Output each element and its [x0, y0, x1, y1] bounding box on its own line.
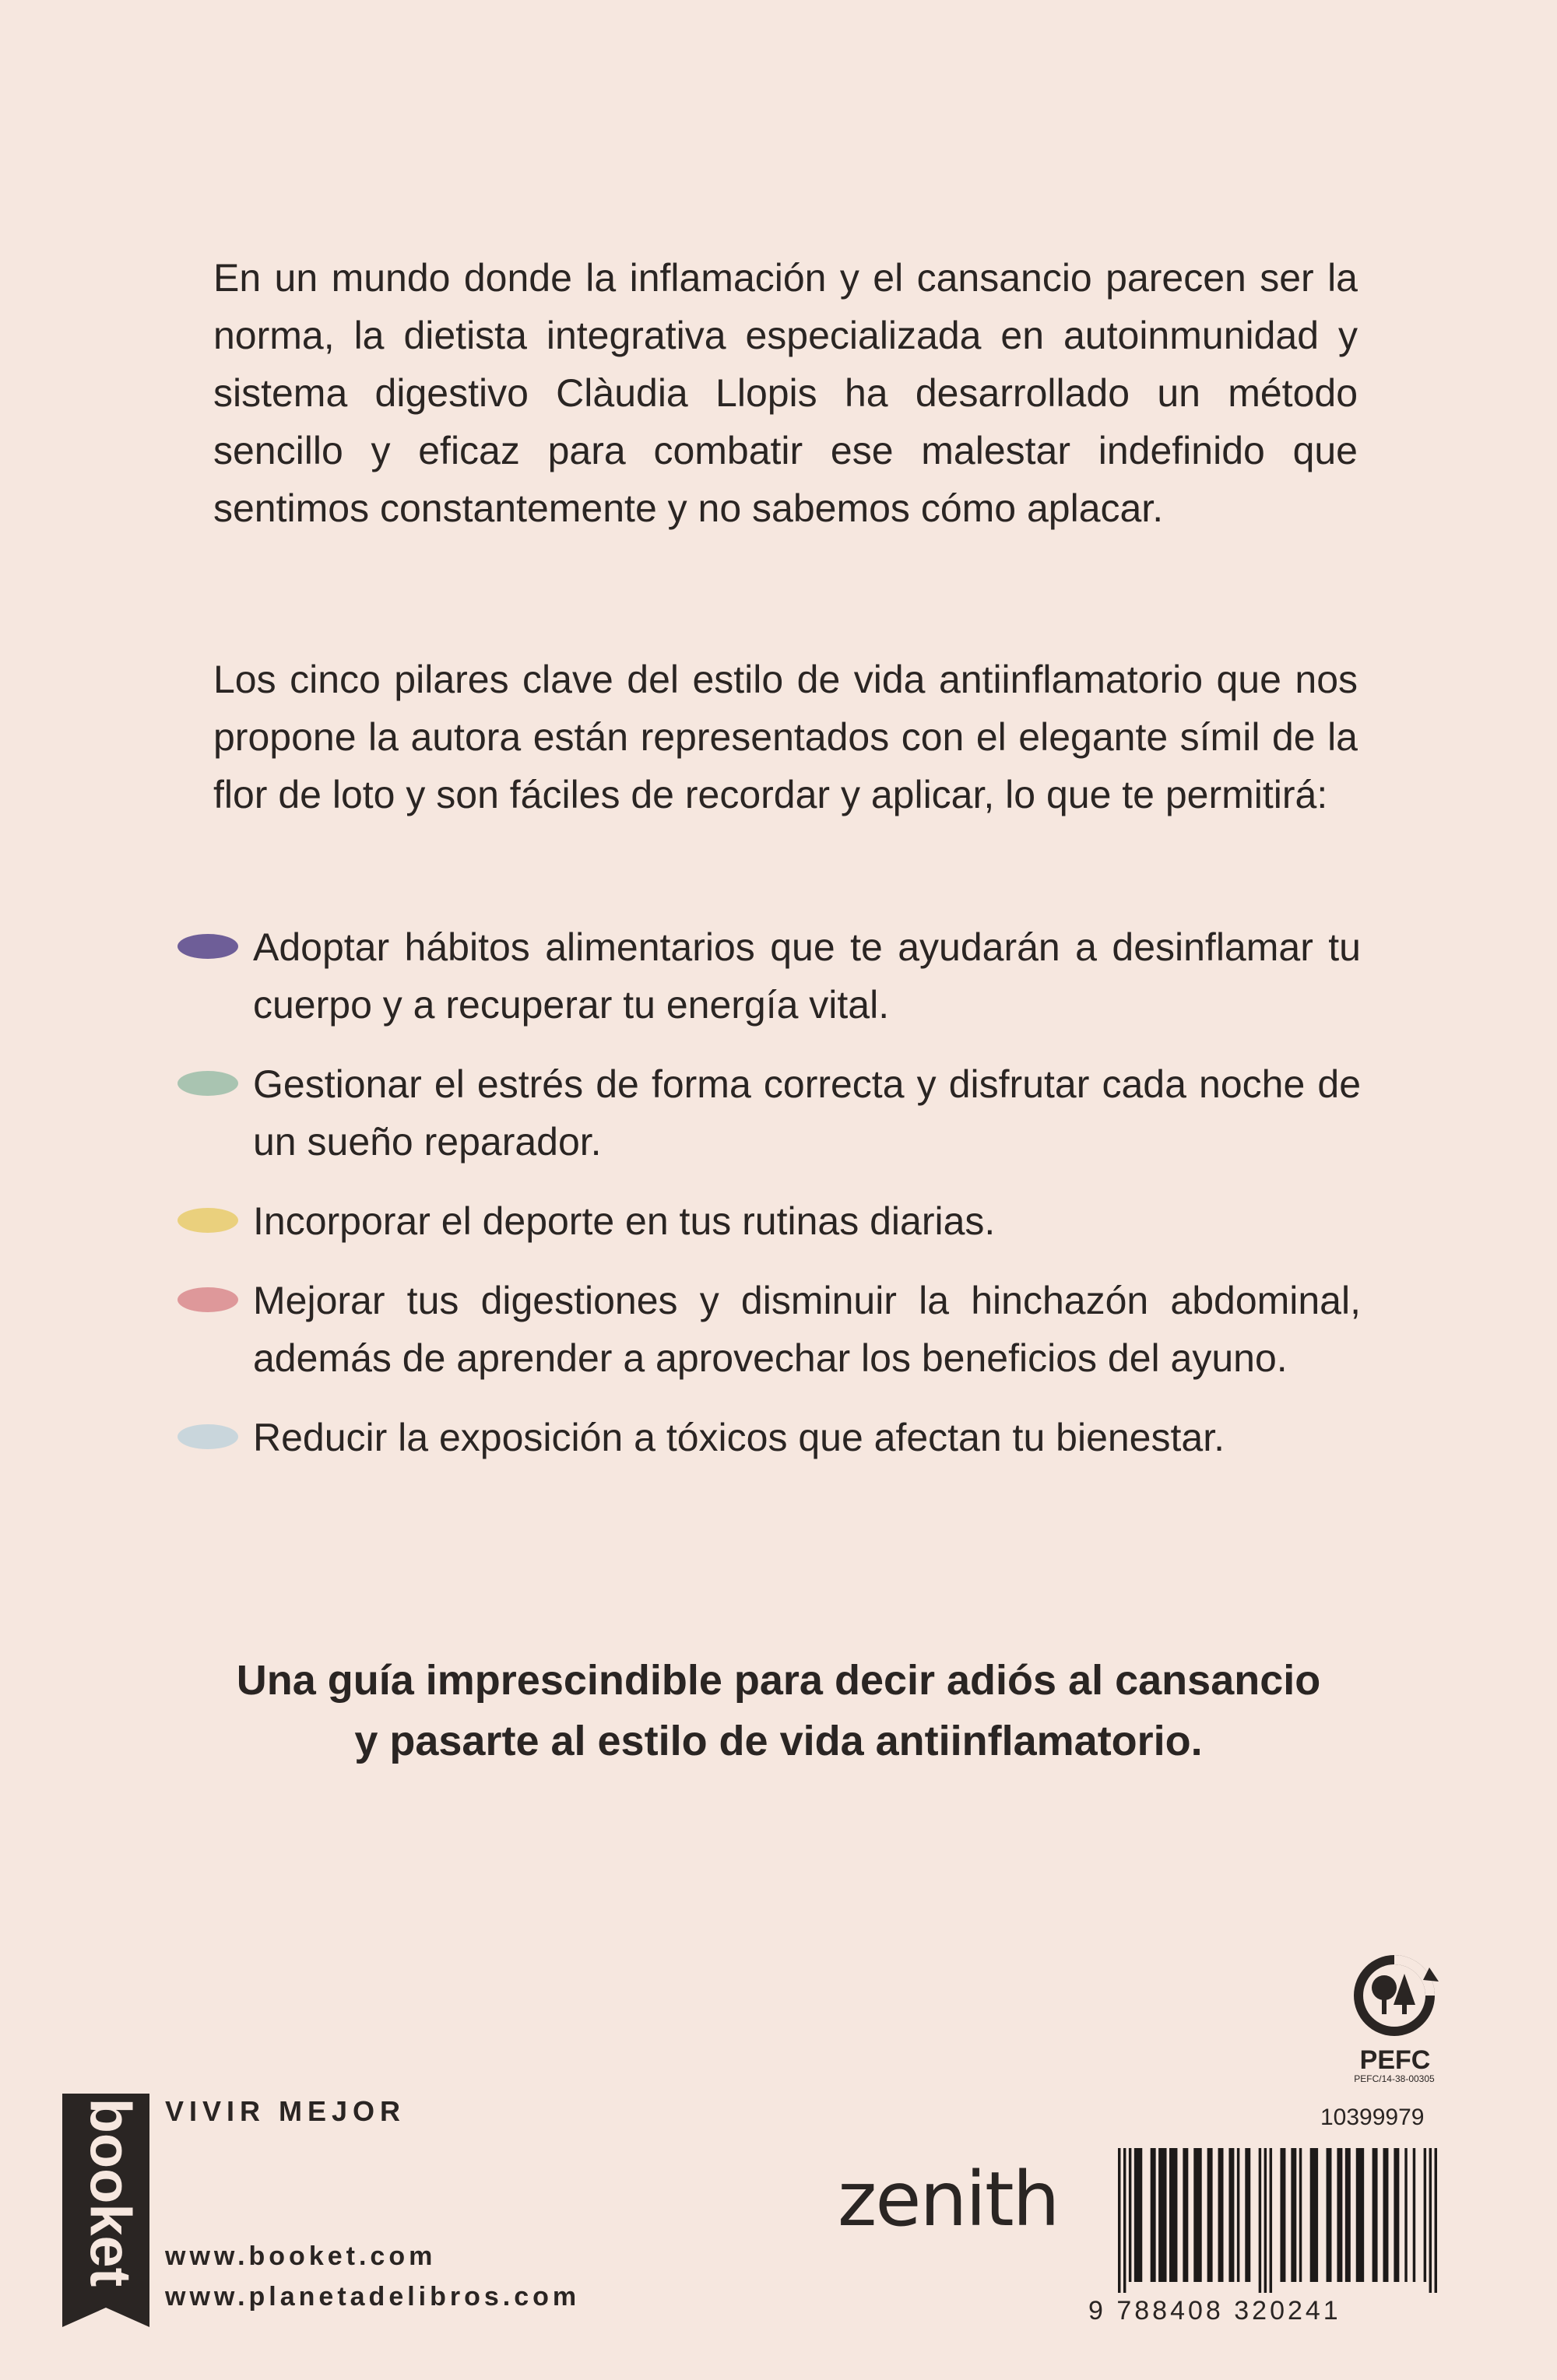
barcode-bar — [1356, 2148, 1364, 2282]
barcode-bar — [1264, 2148, 1267, 2293]
barcode-bar — [1435, 2148, 1437, 2293]
barcode-bar — [1299, 2148, 1302, 2282]
barcode-bar — [1404, 2148, 1407, 2282]
list-item — [177, 1409, 1361, 1466]
barcode-bar — [1372, 2148, 1378, 2282]
barcode-bar — [1310, 2148, 1318, 2282]
barcode-bar — [1158, 2148, 1166, 2282]
barcode-bar — [1270, 2148, 1272, 2293]
lotus-petal-icon — [177, 934, 238, 959]
list-item — [177, 1192, 1361, 1250]
list-item-text: Incorporar el deporte en tus rutinas diarias. — [253, 1199, 996, 1243]
website-link-planeta[interactable]: www.planetadelibros.com — [165, 2282, 581, 2312]
barcode-bar — [1291, 2148, 1296, 2282]
booket-logo-text: booket — [78, 2097, 143, 2287]
collection-name: VIVIR MEJOR — [165, 2095, 406, 2127]
lotus-petal-icon — [177, 1287, 238, 1312]
description-paragraph-2: Los cinco pilares clave del estilo de vida antiinflamatorio que nos propone la autora están representados con el elegante símil de la flor de loto y son fáciles de recordar y aplicar, lo que te permitirá: — [213, 658, 1358, 816]
list-item-text: Mejorar tus digestiones y disminuir la hinchazón abdominal, además de aprender a aprovechar los beneficios del ayuno. — [253, 1279, 1361, 1380]
list-item-text: Reducir la exposición a tóxicos que afectan tu bienestar. — [253, 1416, 1225, 1459]
barcode — [1118, 2148, 1437, 2293]
barcode-bar — [1394, 2148, 1399, 2282]
tagline — [156, 1650, 1401, 1771]
product-code: 10399979 — [1320, 2104, 1425, 2130]
booket-logo-icon — [62, 2094, 149, 2327]
barcode-bar — [1429, 2148, 1432, 2293]
lotus-petal-icon — [177, 1424, 238, 1449]
website-link-booket[interactable]: www.booket.com — [165, 2241, 437, 2271]
list-item — [177, 1055, 1361, 1171]
barcode-bar — [1134, 2148, 1142, 2282]
list-item-text: Adoptar hábitos alimentarios que te ayudarán a desinflamar tu cuerpo y a recuperar tu energía vital. — [253, 925, 1361, 1027]
pefc-code: PEFC/14-38-00305 — [1354, 2073, 1435, 2084]
barcode-bar — [1383, 2148, 1389, 2282]
barcode-bar — [1424, 2148, 1426, 2282]
barcode-bar — [1413, 2148, 1415, 2282]
description-paragraph-1: En un mundo donde la inflamación y el cansancio parecen ser la norma, la dietista integrativa especializada en autoinmunidad y sistema digestivo Clàudia Llopis ha desarrollado un método sencillo y eficaz para combatir ese malestar indefinido que sentimos constantemente y no sabemos cómo aplacar. — [213, 256, 1358, 530]
barcode-bar — [1183, 2148, 1188, 2282]
barcode-bar — [1345, 2148, 1351, 2282]
barcode-bar — [1228, 2148, 1234, 2282]
barcode-bar — [1245, 2148, 1250, 2282]
benefits-list — [177, 918, 1361, 1488]
barcode-bar — [1193, 2148, 1201, 2282]
barcode-bar — [1123, 2148, 1126, 2293]
lotus-petal-icon — [177, 1071, 238, 1096]
barcode-digits: 9 788408 320241 — [1088, 2296, 1341, 2326]
tagline-line-2: y pasarte al estilo de vida antiinflamatorio. — [354, 1718, 1203, 1764]
barcode-bar — [1169, 2148, 1177, 2282]
tagline-line-1: Una guía imprescindible para decir adiós al cansancio — [236, 1657, 1321, 1704]
barcode-bar — [1237, 2148, 1239, 2282]
barcode-bar — [1118, 2148, 1120, 2293]
lotus-petal-icon — [177, 1208, 238, 1233]
pefc-label: PEFC — [1359, 2045, 1431, 2075]
barcode-bar — [1151, 2148, 1156, 2282]
barcode-bar — [1218, 2148, 1224, 2282]
barcode-bar — [1337, 2148, 1342, 2282]
barcode-bar — [1280, 2148, 1285, 2282]
barcode-bar — [1129, 2148, 1131, 2282]
zenith-logo: zenith — [838, 2156, 1059, 2243]
barcode-bar — [1207, 2148, 1213, 2282]
barcode-bar — [1327, 2148, 1332, 2282]
list-item-text: Gestionar el estrés de forma correcta y disfrutar cada noche de un sueño reparador. — [253, 1062, 1361, 1164]
list-item — [177, 918, 1361, 1034]
list-item — [177, 1272, 1361, 1387]
barcode-bar — [1259, 2148, 1261, 2293]
